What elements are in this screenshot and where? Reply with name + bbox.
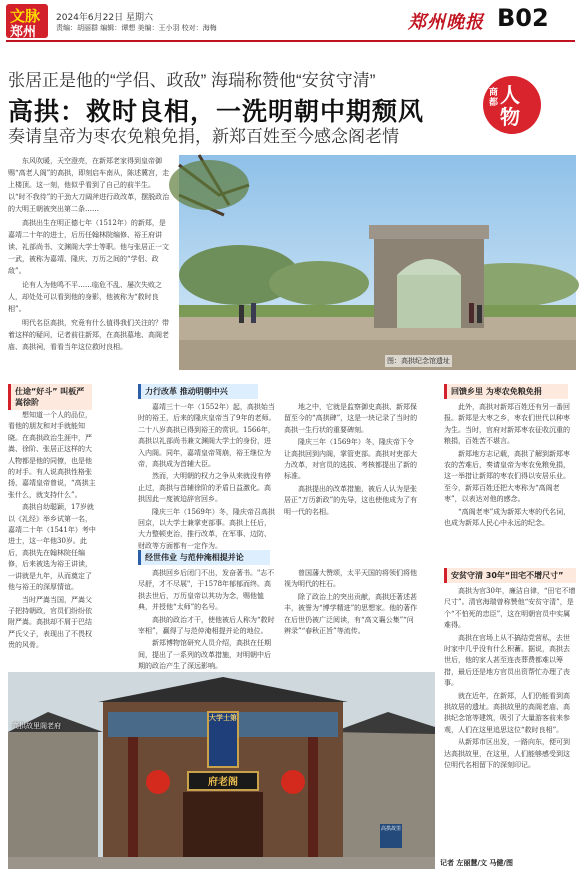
intro-paragraph: 明代名臣高拱，究竟有什么值得我们关注的？带着这样的疑问，记者前往新郑，在高拱墓地、高阁老庙、高拱祠，看看当年这位救时良相。 bbox=[8, 319, 169, 351]
memorial-arch-photo bbox=[179, 155, 576, 370]
col2b-paragraph: 曾国藩大赞颂，太平天国的将领们将他视为明代的柱石。 bbox=[284, 569, 417, 589]
section-badge bbox=[6, 4, 48, 38]
gate-plaque-main: 府老阁 bbox=[208, 777, 238, 788]
col2b-paragraph: 隆庆三年（1569年）冬，隆庆帝下令让高拱回到内阁，掌管吏部。高拱对吏部大力改革，对官员的选拔、考核都提出了新的标准。 bbox=[284, 438, 417, 481]
byline: 记者 左丽慧/文 马健/图 bbox=[440, 859, 513, 867]
gate-illustration bbox=[8, 672, 435, 869]
intro-block bbox=[8, 155, 171, 355]
gate-plaque-top: 大学士第 bbox=[209, 714, 237, 722]
col2b-body-2 bbox=[284, 568, 420, 666]
col2-body-2 bbox=[138, 568, 276, 671]
col3-body-1 bbox=[444, 402, 576, 560]
col3-section-title-2: 安贫守清 30年“田宅不增尺寸” bbox=[444, 568, 576, 583]
col3-paragraph: 高拱在官场上从不搞结党营私，去世时家中几乎没有什么积蓄。据说，高拱去世后，他的家人甚至连丧葬费都难以筹措，最后还是地方官员出资帮忙办理了丧事。 bbox=[444, 633, 570, 688]
col3-paragraph: 从新郑市区出发，一路向东，便可到达高拱故里，在这里，人们能够感受到这位明代名相留下的深刻印记。 bbox=[444, 738, 570, 770]
col3-paragraph: 高拱为官30年，廉洁自律，“田宅不增尺寸”。清官海瑞曾称赞他“安贫守清”，是个“不怕死的忠臣”，这在明朝官员中实属难得。 bbox=[444, 587, 576, 630]
issue-date: 2024年6月22日 星期六 bbox=[56, 13, 153, 23]
col3-section-title-1: 回馈乡里 为枣农免粮免捐 bbox=[444, 384, 568, 399]
col1-section-title: 仕途“好斗” 叫板严嵩徐阶 bbox=[8, 384, 92, 410]
intro-paragraph: 论有人为他鸣不平……临危不乱、屡次失败之人，却处处可以看到他的身影，他被称为“救时良相”。 bbox=[8, 281, 162, 313]
column-tag bbox=[483, 76, 541, 134]
section-badge-bottom: 郑州 bbox=[10, 25, 37, 40]
col1-paragraph: 高拱自幼聪颖，17岁就以《礼经》举乡试第一名，嘉靖二十年（1541年）考中进士，这一年他30岁。此后，高拱先在翰林院任编修，后来被选为裕王讲读，一讲就是九年，从而奠定了他与裕王的深厚情谊。 bbox=[8, 503, 96, 592]
section-badge-top: 文脉 bbox=[10, 7, 41, 25]
column-tag-small: 商都 bbox=[489, 88, 499, 108]
gate-side-plaque: 高拱故里 bbox=[380, 826, 401, 832]
col2-paragraph: 新郑博物馆研究人员介绍，高拱在任期间，提出了一系列的改革措施，对明朝中后期的政治产生了深远影响。 bbox=[138, 639, 271, 671]
col3-body-2 bbox=[444, 586, 576, 856]
col2b-body-1 bbox=[284, 402, 420, 546]
col2-paragraph: 高拱回乡后闭门不出，发奋著书。"志不尽舒，才不尽展"，于1578年郁郁而终。高拱去世后，万历皇帝以其功为念，赐他恤典，并授他“太师”的名号。 bbox=[138, 569, 275, 612]
col2-body-1 bbox=[138, 402, 276, 550]
col3-paragraph: 此外，高拱对新郑百姓还有另一番回报。新郑是大枣之乡，枣农们世代以种枣为生。当时，官府对新郑枣农征收沉重的粮捐，百姓苦不堪言。 bbox=[444, 403, 570, 446]
col3-paragraph: 就在近年，在新郑，人们仍能看到高拱故居的遗址。高拱故里的高阁老庙、高拱纪念馆等建筑，吸引了大量游客前来参观，人们在这里追思这位“救时良相”。 bbox=[444, 691, 570, 734]
col2-paragraph: 然而，大明朝的权力之争从来就没有停止过，高拱与首辅徐阶的矛盾日益激化。高拱因此一度被迫辞官回乡。 bbox=[138, 472, 271, 504]
col3-paragraph: 新郑地方志记载，高拱了解到新郑枣农的苦难后，奏请皇帝为枣农免粮免捐，这一举措让新郑的枣农们得以安居乐业。至今，新郑百姓还把大枣称为“高阁老枣”，以表达对他的感念。 bbox=[444, 449, 570, 504]
main-headline: 高拱：救时良相，一洗明朝中期颓风 bbox=[8, 97, 425, 126]
masthead-rule bbox=[6, 40, 575, 42]
col2-paragraph: 高拱的政治才干，使他被后人称为“救时宰相”，赢得了与范仲淹相提并论的地位。 bbox=[138, 615, 275, 636]
photo2-caption: 高拱故里阁老府 bbox=[12, 722, 61, 730]
col2b-paragraph: 高拱提出的改革措施，被后人认为是张居正“万历新政”的先导，这也使他成为了有明一代的名相。 bbox=[284, 484, 418, 516]
col2-section-title-2: 经世伟业 与范仲淹相提并论 bbox=[138, 550, 270, 565]
col2-section-title-1: 力行改革 推动明朝中兴 bbox=[138, 384, 258, 399]
masthead bbox=[0, 0, 581, 42]
gate-photo bbox=[8, 672, 435, 869]
col2-paragraph: 嘉靖三十一年（1552年）起，高拱始当时的裕王，后来的隆庆皇帝当了9年的老师。二十八岁高拱已得到裕王的赏识。1566年，高拱以礼部尚书兼文渊阁大学士的身份，进入内阁。同年，嘉靖皇帝驾崩，裕王继位为帝，高拱成为首辅大臣。 bbox=[138, 403, 276, 469]
col2b-paragraph: 除了政治上的突出贡献，高拱还著述甚丰，被誉为“博学精进”的思想家。他的著作在后世仍被广泛阅读，有“高文襄公集”“问辨录”“春秋正旨”等流传。 bbox=[284, 592, 418, 636]
photo1-caption: 图：高拱纪念馆遗址 bbox=[387, 357, 450, 365]
staff-line: 责编：胡丽群 编辑：谭想 美编：王小羽 校对：海梅 bbox=[56, 24, 217, 32]
memorial-arch-illustration bbox=[179, 155, 576, 370]
col1-paragraph: 当时严嵩当国，严嵩父子把持朝政，官员们纷纷依附严嵩。高拱却不屑于巴结严氏父子，表现出了不畏权贵的风骨。 bbox=[8, 595, 92, 650]
col1-body bbox=[8, 410, 96, 665]
paper-name: 郑州晚报 bbox=[408, 12, 484, 33]
col3-paragraph: “高阁老枣”成为新郑大枣的代名词，也成为新郑人民心中永远的纪念。 bbox=[444, 507, 571, 528]
col2b-paragraph: 地之中，它就是监察御史高拱、新郑保留至今的“高拱碑”，这是一块记录了当时的高拱一生行状的重要碑刻。 bbox=[284, 403, 418, 434]
intro-paragraph: 高拱出生在明正德七年（1512年）的新郑，是嘉靖二十年的进士，后历任翰林院编修、裕王府讲读、礼部尚书、文渊阁大学士等职。他与张居正一文一武，被称为嘉靖、隆庆、万历之间的“学侣、政敌”。 bbox=[8, 219, 169, 275]
column-tag-big: 人物 bbox=[500, 83, 520, 129]
pretitle: 张居正是他的“学侣、政敌” 海瑞称赞他“安贫守清” bbox=[8, 71, 376, 90]
col2-paragraph: 隆庆三年（1569年）冬，隆庆帝召高拱回京，以大学士兼掌吏部事。高拱上任后，大力整顿吏治，推行改革，在军事、边防、财政等方面都有一定作为。 bbox=[138, 507, 275, 550]
subheadline: 奏请皇帝为枣农免粮免捐，新郑百姓至今感念阁老情 bbox=[8, 127, 399, 146]
page-number: B02 bbox=[497, 4, 549, 32]
intro-paragraph: 东风吹暖，天空澄亮，在新郑老家得到皇帝御赐“高老人阁”的高拱，即刻启车南从，陈述冀宫，走上楼顶。这一刻，他似乎看到了自己的前半生。以“时不我待”的干劲大刀阔斧进行政改革，摆脱政治的大明王朝被突出第二条…… bbox=[8, 157, 170, 213]
col1-paragraph: 想知道一个人的品位，看他的朋友和对手就能知晓。在高拱政治生涯中，严嵩、徐阶、张居正这样的大人物都是他的同僚，也是他的对手。有人说高拱性格张扬，嘉靖皇帝曾说，“高拱主张什么，就支持什么”。 bbox=[8, 411, 96, 499]
